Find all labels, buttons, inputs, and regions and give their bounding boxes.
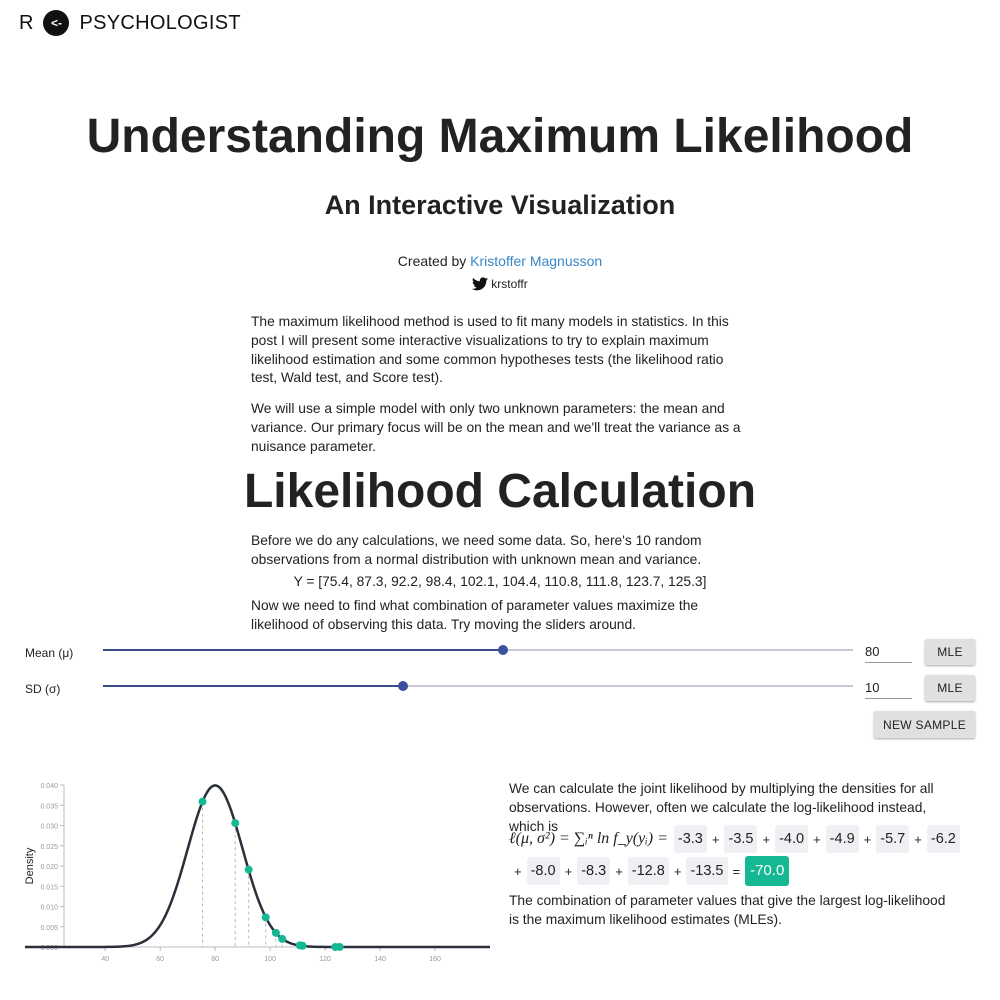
x-tick-label: 40 (101, 956, 110, 963)
mean-slider-label: Mean (μ) (25, 646, 74, 660)
plus-sign: + (762, 831, 771, 847)
observation-point (299, 942, 307, 950)
log-likelihood-formula (509, 823, 969, 887)
joint-likelihood-paragraph: We can calculate the joint likelihood by multiplying the densities for all observations. However, often we calculate the log-likelihood instead, which is (509, 781, 934, 834)
y-axis (40, 783, 64, 952)
observation-point (336, 943, 344, 951)
observation-point (272, 929, 280, 937)
twitter-icon (472, 277, 488, 291)
data-intro-paragraph: Before we do any calculations, we need some data. So, here's 10 random observations from a normal distribution with unknown mean and variance. (251, 533, 702, 567)
plus-sign: + (564, 863, 573, 879)
log-density-term: -5.7 (876, 825, 909, 853)
log-density-term: -3.5 (724, 825, 757, 853)
section-title: Likelihood Calculation (243, 465, 757, 518)
logo-arrow-icon: <- (43, 10, 69, 36)
plus-sign: + (863, 831, 872, 847)
observation-point (199, 798, 207, 806)
sd-slider[interactable] (103, 685, 853, 687)
log-density-term: -8.3 (577, 857, 610, 885)
y-tick-label: 0.000 (40, 945, 58, 952)
density-chart (18, 775, 493, 965)
mean-slider[interactable] (103, 649, 853, 651)
log-likelihood-terms (509, 823, 969, 887)
y-tick-label: 0.005 (40, 924, 58, 932)
density-curve (25, 785, 490, 947)
intro-paragraph-1: The maximum likelihood method is used to fit many models in statistics. In this post I will present some interactive visualizations to try to explain maximum likelihood estimation and some common hypotheses tests (the likelihood ratio test, Wald test, and Score test). (251, 314, 729, 386)
log-likelihood-total: -70.0 (745, 856, 789, 886)
y-axis-label: Density (24, 847, 36, 885)
logo-word: PSYCHOLOGIST (79, 11, 241, 34)
author-credit (0, 253, 1000, 269)
plus-sign: + (914, 831, 922, 847)
twitter-link[interactable] (0, 277, 1000, 291)
sd-value-input[interactable] (865, 676, 912, 699)
y-tick-label: 0.040 (40, 783, 58, 790)
log-density-term: -4.0 (775, 825, 808, 853)
y-tick-label: 0.010 (40, 904, 58, 912)
mean-slider-handle[interactable] (498, 645, 508, 655)
x-tick-label: 120 (319, 956, 331, 963)
credit-prefix: Created by (397, 253, 467, 269)
y-tick-label: 0.025 (40, 843, 58, 851)
y-tick-label: 0.030 (40, 823, 58, 831)
x-tick-label: 80 (211, 956, 220, 963)
plus-sign: + (813, 831, 821, 847)
plus-sign: + (514, 863, 522, 879)
new-sample-button[interactable]: NEW SAMPLE (874, 711, 975, 738)
log-density-term: -4.9 (826, 825, 859, 853)
sd-slider-fill (103, 685, 403, 687)
y-tick-label: 0.015 (40, 884, 58, 892)
observations-line: Y = [75.4, 87.3, 92.2, 98.4, 102.1, 104.4, 110.8, 111.8, 123.7, 125.3] (293, 574, 707, 589)
observation-point (231, 819, 239, 827)
mean-mle-button[interactable]: MLE (925, 639, 975, 665)
x-axis (25, 947, 490, 963)
author-link[interactable]: Kristoffer Magnusson (470, 253, 603, 269)
plus-sign: + (673, 863, 682, 879)
log-density-term: -13.5 (686, 857, 727, 885)
plus-sign: + (615, 863, 623, 879)
x-tick-label: 140 (374, 956, 386, 963)
intro-paragraph-2: We will use a simple model with only two unknown parameters: the mean and variance. Our primary focus will be on the mean and we'll treat the variance as a nuisance parameter. (251, 401, 741, 454)
sd-mle-button[interactable]: MLE (925, 675, 975, 701)
plus-sign: + (711, 831, 720, 847)
equals-sign: = (732, 863, 741, 879)
formula-lhs: ℓ(μ, σ²) = ∑ᵢⁿ ln f_y(yᵢ) = (509, 830, 668, 847)
log-density-term: -8.0 (527, 857, 560, 885)
mean-slider-fill (103, 649, 503, 651)
sd-slider-handle[interactable] (398, 681, 408, 691)
slider-intro-paragraph: Now we need to find what combination of parameter values maximize the likelihood of observing this data. Try moving the sliders around. (251, 598, 699, 632)
log-density-term: -12.8 (628, 857, 669, 885)
x-tick-label: 100 (264, 956, 276, 963)
x-tick-label: 160 (429, 956, 441, 963)
y-tick-label: 0.035 (40, 803, 58, 811)
y-tick-label: 0.020 (40, 864, 58, 871)
sd-slider-label: SD (σ) (25, 682, 61, 696)
site-logo[interactable] (19, 10, 241, 36)
log-density-term: -6.2 (927, 825, 960, 853)
mean-value-input[interactable] (865, 640, 912, 663)
observation-point (245, 866, 253, 874)
observation-point (278, 935, 286, 943)
log-density-term: -3.3 (674, 825, 707, 853)
page-subtitle: An Interactive Visualization (324, 190, 676, 220)
page-title: Understanding Maximum Likelihood (86, 110, 914, 163)
twitter-handle: krstoffr (491, 277, 528, 291)
observation-point (262, 913, 270, 921)
mle-explanation-paragraph: The combination of parameter values that give the largest log-likelihood is the maximum likelihood estimates (MLEs). (509, 893, 946, 927)
x-tick-label: 60 (156, 956, 165, 963)
logo-r: R (19, 11, 34, 34)
